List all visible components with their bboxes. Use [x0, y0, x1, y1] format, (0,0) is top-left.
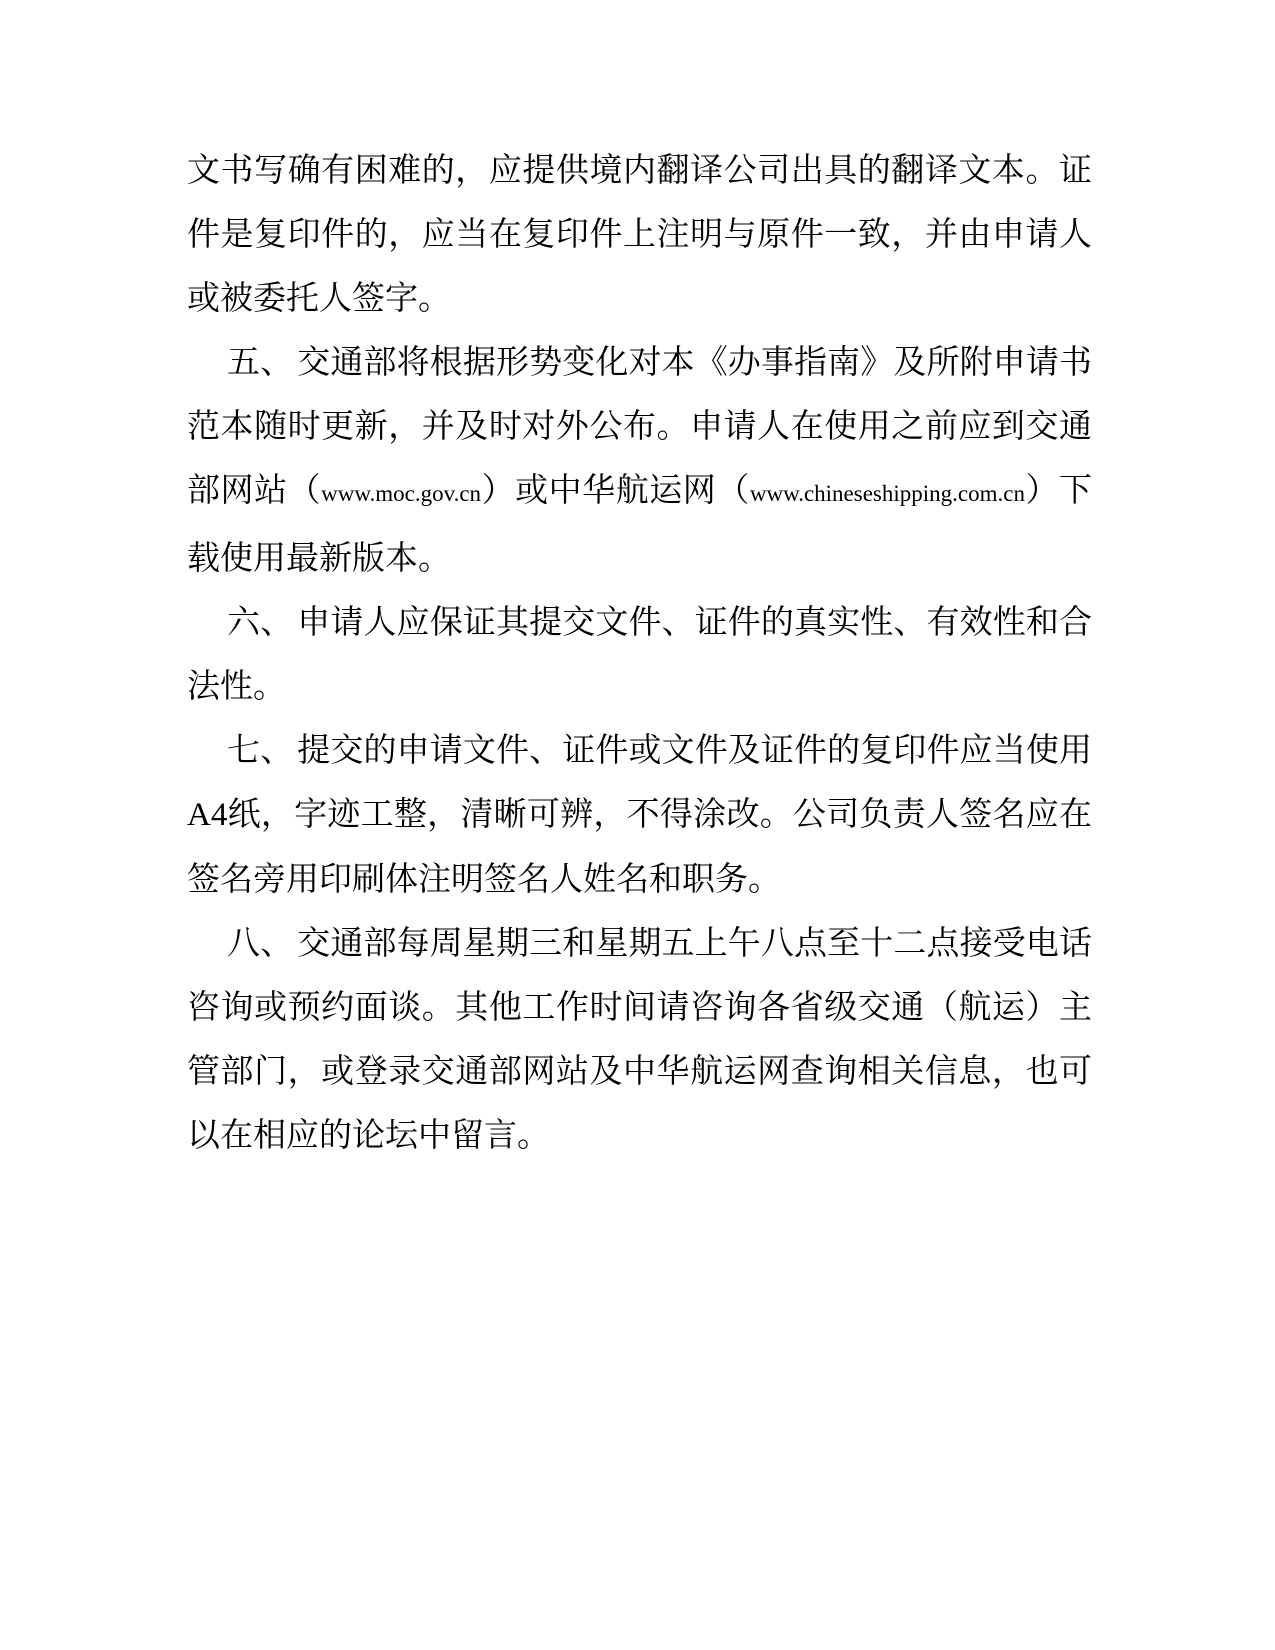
- document-body: [187, 138, 1092, 1167]
- item-number: 八、: [227, 923, 294, 962]
- item-number: 六、: [227, 602, 294, 641]
- paragraph-text: 交通部每周星期三和星期五上午八点至十二点接受电话咨询或预约面谈。其他工作时间请咨询各省级交通（航运）主管部门，或登录交通部网站及中华航运网查询相关信息，也可以在相应的论坛中留言。: [187, 923, 1093, 1154]
- paragraph-item-5: [187, 330, 1092, 590]
- item-number: 五、: [227, 342, 294, 381]
- item-number: 七、: [227, 730, 294, 769]
- paragraph-text: 申请人应保证其提交文件、证件的真实性、有效性和合法性。: [187, 602, 1093, 705]
- moc-website-url: www.moc.gov.cn: [321, 481, 482, 506]
- chineseshipping-website-url: www.chineseshipping.com.cn: [749, 481, 1025, 506]
- paragraph-text: 纸，字迹工整，清晰可辨，不得涂改。公司负责人签名应在签名旁用印刷体注明签名人姓名和职务。: [187, 794, 1092, 898]
- paper-size: A4: [187, 797, 228, 833]
- paragraph-item-8: [187, 911, 1092, 1167]
- paragraph-text: 提交的申请文件、证件或文件及证件的复印件应当使用: [297, 730, 1093, 769]
- paragraph-text: 文书写确有困难的，应提供境内翻译公司出具的翻译文本。证件是复印件的，应当在复印件上注明与原件一致，并由申请人或被委托人签字。: [187, 150, 1092, 317]
- paragraph-text: 交通部将根据形势变化对本《办事指南》及所附申请书范本随时更新，并及时对外公布。申请人在使用之前应到交通部网站（: [187, 342, 1093, 509]
- paragraph-item-7: [187, 718, 1092, 911]
- paragraph-text: ）下载使用最新版本。: [187, 470, 1093, 577]
- paragraph-text: ）或中华航运网（: [481, 470, 750, 509]
- paragraph-continuation: [187, 138, 1092, 330]
- paragraph-item-6: [187, 590, 1092, 718]
